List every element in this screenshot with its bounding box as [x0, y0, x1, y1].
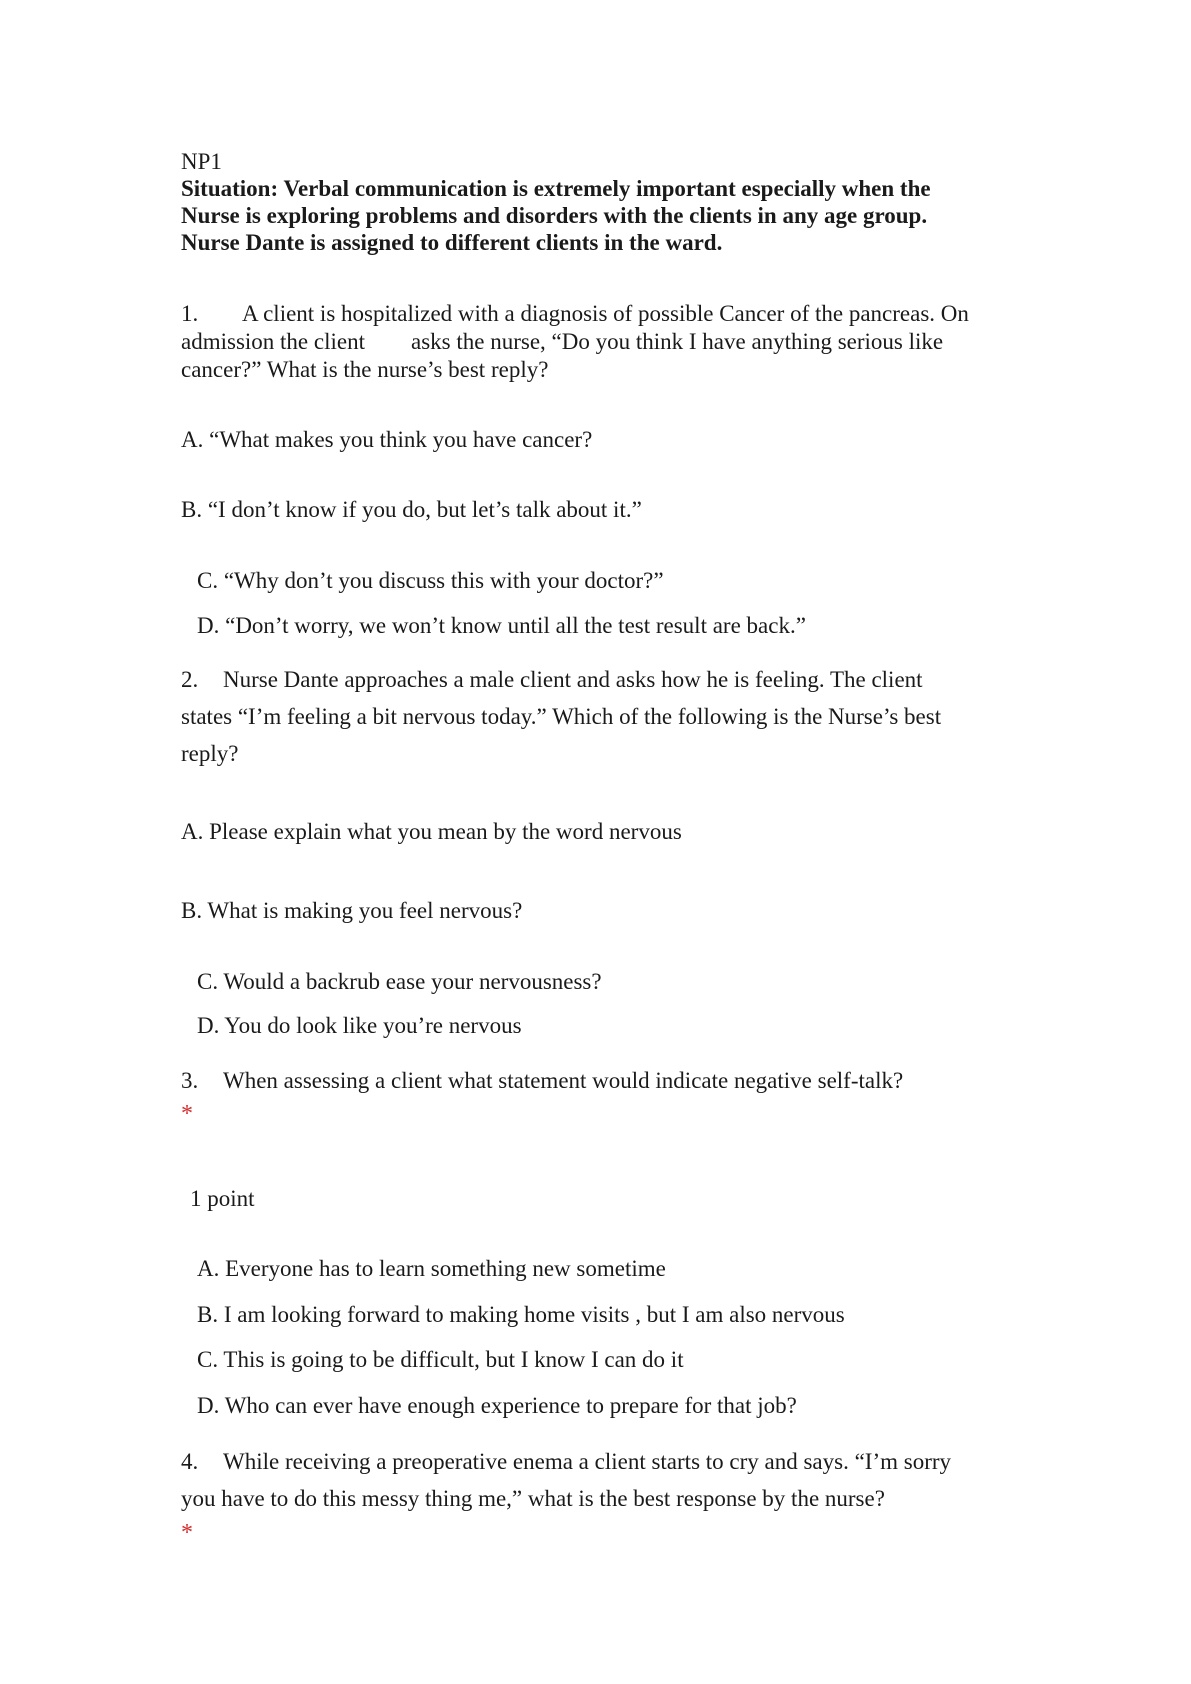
- q3-option-c: C. This is going to be difficult, but I know I can do it: [197, 1347, 684, 1372]
- q3-required-mark: *: [181, 1101, 193, 1127]
- q3-text-line-1: When assessing a client what statement would indicate negative self-talk?: [223, 1068, 904, 1093]
- q3-number: 3.: [181, 1068, 199, 1093]
- q1-option-b: B. “I don’t know if you do, but let’s talk about it.”: [181, 497, 642, 522]
- q1-text-line-2a: admission the client: [181, 329, 365, 354]
- q1-option-d: D. “Don’t worry, we won’t know until all the test result are back.”: [197, 613, 806, 638]
- q4-required-mark: *: [181, 1520, 193, 1546]
- q4-text-line-2: you have to do this messy thing me,” what is the best response by the nurse?: [181, 1486, 885, 1511]
- q2-text-line-3: reply?: [181, 741, 239, 766]
- q2-option-c: C. Would a backrub ease your nervousness?: [197, 969, 602, 994]
- q2-option-a: A. Please explain what you mean by the word nervous: [181, 819, 682, 844]
- situation-line-3: Nurse Dante is assigned to different clients in the ward.: [181, 230, 723, 255]
- q1-text-line-1: A client is hospitalized with a diagnosis of possible Cancer of the pancreas. On: [242, 301, 969, 326]
- q4-text-line-1: While receiving a preoperative enema a client starts to cry and says. “I’m sorry: [223, 1449, 952, 1474]
- situation-line-2: Nurse is exploring problems and disorders with the clients in any age group.: [181, 203, 928, 228]
- situation-line-1: Situation: Verbal communication is extremely important especially when the: [181, 176, 931, 201]
- q3-points: 1 point: [190, 1186, 255, 1211]
- q4-number: 4.: [181, 1449, 199, 1474]
- q2-text-line-1: Nurse Dante approaches a male client and asks how he is feeling. The client: [223, 667, 923, 692]
- q3-option-b: B. I am looking forward to making home visits , but I am also nervous: [197, 1302, 845, 1327]
- q3-option-a: A. Everyone has to learn something new sometime: [197, 1256, 666, 1281]
- q1-option-a: A. “What makes you think you have cancer?: [181, 427, 593, 452]
- q1-number: 1.: [181, 301, 199, 326]
- q1-text-line-2b: asks the nurse, “Do you think I have anything serious like: [411, 329, 944, 354]
- q2-option-b: B. What is making you feel nervous?: [181, 898, 523, 923]
- q2-option-d: D. You do look like you’re nervous: [197, 1013, 522, 1038]
- q1-option-c: C. “Why don’t you discuss this with your doctor?”: [197, 568, 664, 593]
- q3-option-d: D. Who can ever have enough experience to prepare for that job?: [197, 1393, 797, 1418]
- q2-number: 2.: [181, 667, 199, 692]
- q1-text-line-3: cancer?” What is the nurse’s best reply?: [181, 357, 549, 382]
- q2-text-line-2: states “I’m feeling a bit nervous today.” Which of the following is the Nurse’s best: [181, 704, 942, 729]
- doc-title: NP1: [181, 149, 222, 174]
